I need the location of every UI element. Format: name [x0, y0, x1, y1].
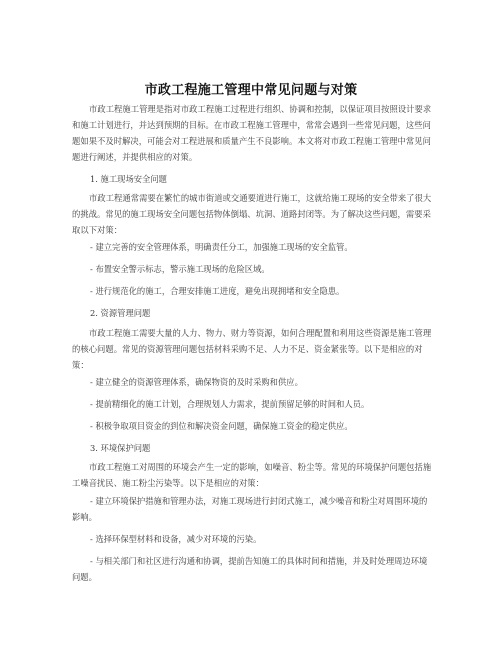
section-paragraph-2: 市政工程施工需要大量的人力、物力、财力等资源，如何合理配置和利用这些资源是施工管理的核心问题。常见的资源管理问题包括材料采购不足、人力不足、资金紧张等。以下是相应的对策： — [72, 328, 432, 370]
section-paragraph-1: 市政工程通常需要在繁忙的城市街道或交通要道进行施工，这就给施工现场的安全带来了很大的挑战。常见的施工现场安全问题包括物体倒塌、坑洞、道路封闭等。为了解决这些问题，需要采取以下对策： — [72, 193, 432, 235]
list-item: - 建立环境保护措施和管理办法，对施工现场进行封闭式施工，减少噪音和粉尘对周围环境的影响。 — [72, 496, 428, 522]
list-item: - 进行规范化的施工，合理安排施工进度，避免出现拥堵和安全隐患。 — [90, 286, 345, 296]
section-heading-3: 3. 环境保护问题 — [90, 443, 151, 453]
section-paragraph-3: 市政工程施工对周围的环境会产生一定的影响，如噪音、粉尘等。常见的环境保护问题包括施工噪音扰民、施工粉尘污染等。以下是相应的对策： — [72, 462, 432, 488]
list-item: - 建立完善的安全管理体系，明确责任分工，加强施工现场的安全监管。 — [90, 242, 353, 252]
list-item: - 与相关部门和社区进行沟通和协调，提前告知施工的具体时间和措施，并及时处理周边环境问题。 — [72, 556, 428, 582]
list-item: - 布置安全警示标志，警示施工现场的危险区域。 — [90, 264, 270, 274]
list-item: - 建立健全的资源管理体系，确保物资的及时采购和供应。 — [90, 377, 303, 387]
intro-paragraph: 市政工程施工管理是指对市政工程施工过程进行组织、协调和控制，以保证项目按照设计要求和施工计划进行，并达到预期的目标。在市政工程施工管理中，常常会遇到一些常见问题，这些问题如果不及时解决，可能会对工程进展和质量产生不良影响。本文将对市政工程施工管理中常见问题进行阐述，并提供相应的对策。 — [72, 104, 432, 162]
list-item: - 提前精细化的施工计划，合理规划人力需求，提前预留足够的时间和人员。 — [90, 399, 370, 409]
list-item: - 积极争取项目资金的到位和解决资金问题，确保施工资金的稳定供应。 — [90, 421, 353, 431]
list-item: - 选择环保型材料和设备，减少对环境的污染。 — [90, 534, 262, 544]
section-heading-2: 2. 资源管理问题 — [90, 308, 151, 318]
document-title: 市政工程施工管理中常见问题与对策 — [144, 83, 358, 98]
section-heading-1: 1. 施工现场安全问题 — [90, 174, 167, 184]
